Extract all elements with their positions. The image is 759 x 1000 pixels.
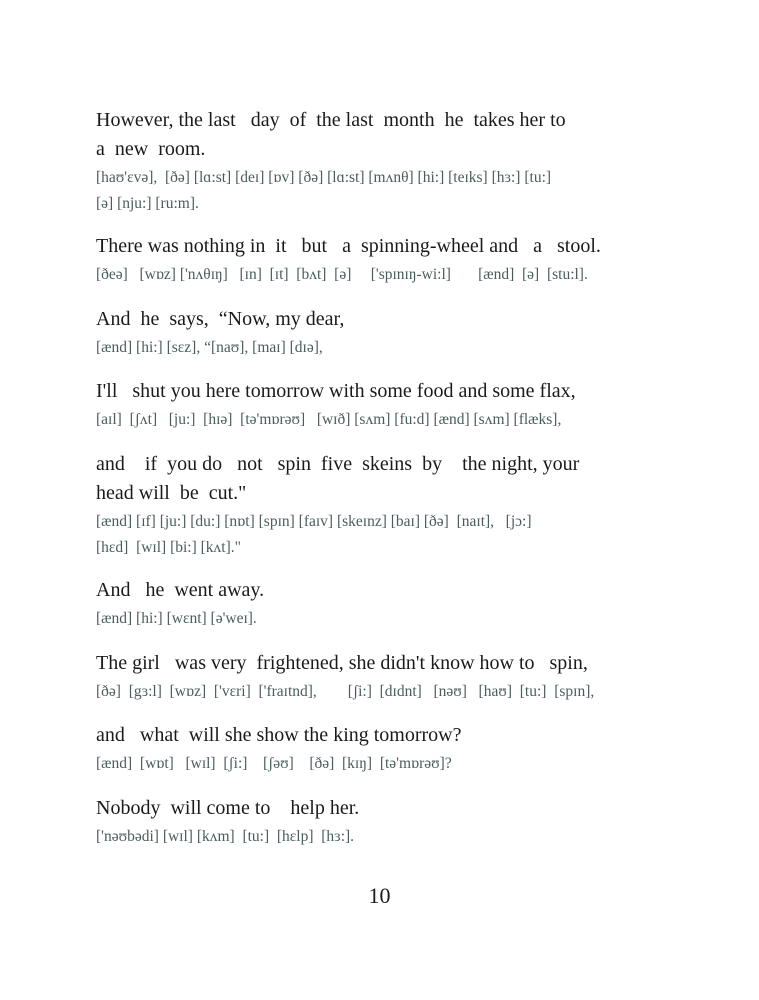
paragraph-2 [96, 232, 696, 288]
page-number: 10 [368, 883, 391, 908]
phonetic-line: [ænd] [hi:] [sɛz], “[naʊ], [maɪ] [dɪə], [96, 339, 323, 356]
phonetic-line: [ænd] [hi:] [wɛnt] [ə'weɪ]. [96, 610, 257, 627]
paragraph-6 [96, 576, 696, 632]
paragraph-8 [96, 721, 696, 777]
phonetic-line: [aɪl] [ʃʌt] [ju:] [hɪə] [tə'mɒrəʊ] [wɪð] [sʌm] [fu:d] [ænd] [sʌm] [flæks], [96, 411, 562, 428]
phonetic-line: [ðeə] [wɒz] ['nʌθɪŋ] [ɪn] [ɪt] [bʌt] [ə] ['spɪnɪŋ-wi:l] [ænd] [ə] [stu:l]. [96, 266, 588, 283]
english-line: head will be cut." [96, 482, 247, 504]
paragraph-1 [96, 106, 696, 217]
phonetic-line: [ə] [nju:] [ru:m]. [96, 195, 199, 212]
phonetic-line: ['nəʊbədi] [wɪl] [kʌm] [tu:] [hɛlp] [hɜ:]. [96, 828, 355, 845]
phonetic-line: [ænd] [ɪf] [ju:] [du:] [nɒt] [spɪn] [faɪv] [skeɪnz] [baɪ] [ðə] [naɪt], [jɔ:] [96, 513, 532, 530]
english-line: I'll shut you here tomorrow with some food and some flax, [96, 380, 576, 402]
paragraph-4 [96, 377, 696, 433]
english-line: And he went away. [96, 579, 265, 601]
english-line: and if you do not spin five skeins by the night, your [96, 453, 580, 475]
english-line: And he says, “Now, my dear, [96, 308, 345, 330]
english-line: The girl was very frightened, she didn't know how to spin, [96, 652, 588, 674]
paragraph-7 [96, 649, 696, 705]
english-line: a new room. [96, 138, 206, 160]
phonetic-line: [haʊ'ɛvə], [ðə] [lɑ:st] [deɪ] [ɒv] [ðə] [lɑ:st] [mʌnθ] [hi:] [teɪks] [hɜ:] [tu:] [96, 169, 552, 186]
paragraph-3 [96, 305, 696, 361]
english-line: However, the last day of the last month he takes her to [96, 109, 566, 131]
paragraph-9 [96, 794, 696, 850]
english-line: There was nothing in it but a spinning-wheel and a stool. [96, 235, 601, 257]
paragraph-5 [96, 450, 696, 561]
phonetic-line: [ðə] [gɜ:l] [wɒz] ['vɛri] ['fraɪtnd], [ʃi:] [dɪdnt] [nəʊ] [haʊ] [tu:] [spɪn], [96, 683, 595, 700]
phonetic-line: [ænd] [wɒt] [wɪl] [ʃi:] [ʃəʊ] [ðə] [kɪŋ] [tə'mɒrəʊ]? [96, 755, 452, 772]
english-line: and what will she show the king tomorrow? [96, 724, 462, 746]
phonetic-line: [hɛd] [wɪl] [bi:] [kʌt]." [96, 539, 241, 556]
english-line: Nobody will come to help her. [96, 797, 360, 819]
